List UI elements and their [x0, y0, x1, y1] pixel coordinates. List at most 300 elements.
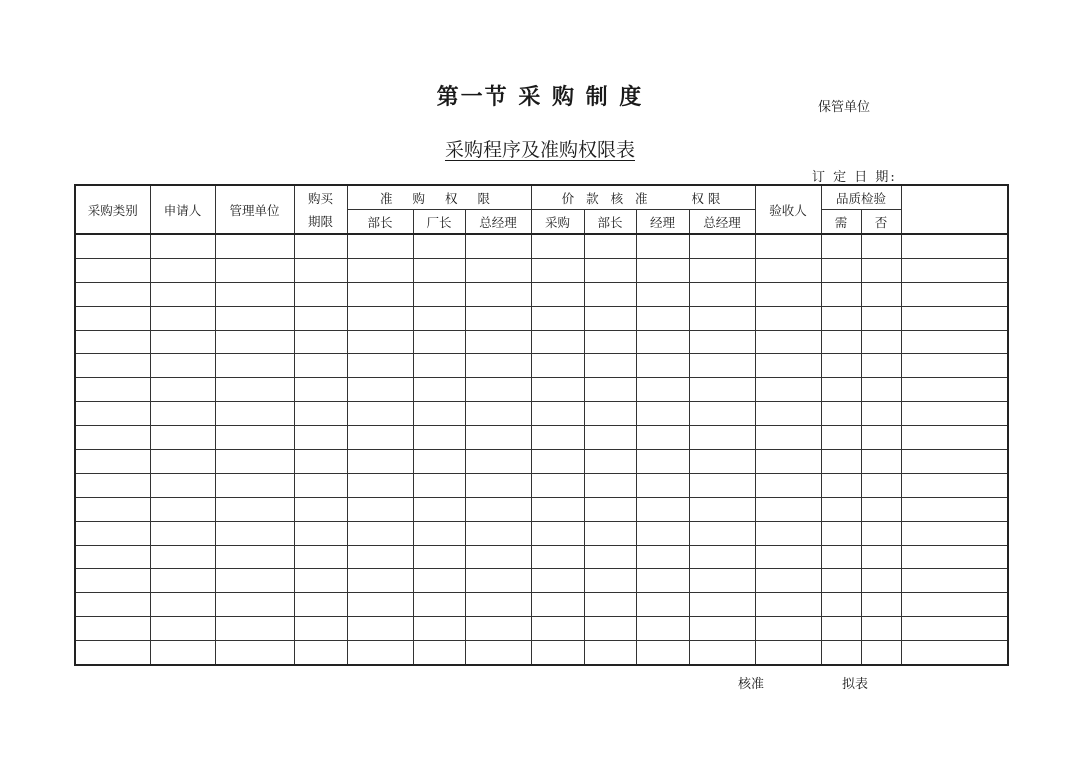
table-cell[interactable] [689, 641, 755, 665]
table-cell[interactable] [689, 497, 755, 521]
sub-quality-not-required: 否 [861, 210, 901, 235]
table-cell[interactable] [755, 473, 821, 497]
table-cell[interactable] [821, 354, 861, 378]
table-cell[interactable] [861, 258, 901, 282]
table-cell[interactable] [347, 641, 413, 665]
table-cell[interactable] [689, 282, 755, 306]
table-cell[interactable] [215, 330, 294, 354]
table-cell[interactable] [901, 521, 1008, 545]
table-cell[interactable] [465, 497, 531, 521]
header-purchase-period-top: 购买 [294, 185, 347, 210]
table-cell[interactable] [413, 521, 465, 545]
table-cell[interactable] [215, 497, 294, 521]
table-cell[interactable] [294, 641, 347, 665]
table-cell[interactable] [75, 641, 150, 665]
table-cell[interactable] [150, 450, 215, 474]
table-cell[interactable] [689, 354, 755, 378]
table-cell[interactable] [636, 306, 689, 330]
table-cell[interactable] [465, 521, 531, 545]
table-row [75, 450, 1008, 474]
table-cell[interactable] [531, 473, 584, 497]
table-cell[interactable] [901, 593, 1008, 617]
table-cell[interactable] [584, 354, 636, 378]
table-cell[interactable] [150, 545, 215, 569]
table-cell[interactable] [584, 593, 636, 617]
table-cell[interactable] [150, 473, 215, 497]
table-cell[interactable] [584, 402, 636, 426]
table-cell[interactable] [821, 473, 861, 497]
table-cell[interactable] [413, 497, 465, 521]
table-cell[interactable] [755, 450, 821, 474]
table-cell[interactable] [531, 306, 584, 330]
table-cell[interactable] [150, 641, 215, 665]
table-cell[interactable] [531, 258, 584, 282]
table-cell[interactable] [531, 497, 584, 521]
table-cell[interactable] [689, 569, 755, 593]
table-cell[interactable] [413, 282, 465, 306]
table-cell[interactable] [347, 282, 413, 306]
table-cell[interactable] [347, 402, 413, 426]
table-cell[interactable] [636, 641, 689, 665]
table-cell[interactable] [689, 545, 755, 569]
table-row [75, 330, 1008, 354]
table-cell[interactable] [413, 234, 465, 258]
table-cell[interactable] [584, 330, 636, 354]
table-cell[interactable] [636, 593, 689, 617]
table-cell[interactable] [636, 497, 689, 521]
table-cell[interactable] [347, 306, 413, 330]
table-cell[interactable] [294, 354, 347, 378]
table-cell[interactable] [755, 641, 821, 665]
table-cell[interactable] [531, 282, 584, 306]
table-cell[interactable] [347, 545, 413, 569]
table-cell[interactable] [294, 473, 347, 497]
table-cell[interactable] [75, 282, 150, 306]
table-cell[interactable] [294, 258, 347, 282]
table-cell[interactable] [689, 258, 755, 282]
table-cell[interactable] [75, 234, 150, 258]
table-cell[interactable] [584, 306, 636, 330]
table-cell[interactable] [755, 545, 821, 569]
table-cell[interactable] [215, 473, 294, 497]
table-cell[interactable] [821, 378, 861, 402]
table-cell[interactable] [413, 450, 465, 474]
table-cell[interactable] [901, 258, 1008, 282]
table-cell[interactable] [901, 354, 1008, 378]
table-cell[interactable] [294, 521, 347, 545]
table-cell[interactable] [584, 641, 636, 665]
table-cell[interactable] [347, 330, 413, 354]
table-row [75, 569, 1008, 593]
table-cell[interactable] [821, 282, 861, 306]
table-cell[interactable] [150, 593, 215, 617]
table-cell[interactable] [636, 426, 689, 450]
table-cell[interactable] [531, 545, 584, 569]
table-cell[interactable] [294, 378, 347, 402]
table-cell[interactable] [150, 497, 215, 521]
prepare-label: 拟表 [842, 677, 869, 692]
table-cell[interactable] [901, 545, 1008, 569]
table-cell[interactable] [150, 402, 215, 426]
table-cell[interactable] [689, 617, 755, 641]
table-cell[interactable] [215, 593, 294, 617]
table-cell[interactable] [901, 617, 1008, 641]
table-cell[interactable] [861, 306, 901, 330]
table-cell[interactable] [531, 569, 584, 593]
table-cell[interactable] [347, 617, 413, 641]
table-cell[interactable] [347, 378, 413, 402]
table-cell[interactable] [821, 497, 861, 521]
table-cell[interactable] [413, 641, 465, 665]
table-row [75, 545, 1008, 569]
table-cell[interactable] [465, 354, 531, 378]
table-cell[interactable] [901, 378, 1008, 402]
table-cell[interactable] [755, 234, 821, 258]
table-cell[interactable] [689, 521, 755, 545]
table-row [75, 593, 1008, 617]
table-cell[interactable] [584, 497, 636, 521]
keeper-unit-label: 保管单位 [818, 100, 871, 115]
table-cell[interactable] [215, 282, 294, 306]
table-cell[interactable] [861, 569, 901, 593]
table-cell[interactable] [901, 306, 1008, 330]
table-cell[interactable] [150, 569, 215, 593]
table-cell[interactable] [755, 354, 821, 378]
table-cell[interactable] [150, 234, 215, 258]
page-title: 第一节 采 购 制 度 [436, 85, 644, 110]
table-cell[interactable] [347, 354, 413, 378]
approve-label: 核准 [738, 677, 765, 692]
header-quality-inspection: 品质检验 [821, 185, 901, 210]
table-cell[interactable] [150, 282, 215, 306]
table-cell[interactable] [150, 426, 215, 450]
sub-quality-required: 需 [821, 210, 861, 235]
table-cell[interactable] [689, 450, 755, 474]
table-cell[interactable] [755, 378, 821, 402]
table-cell[interactable] [215, 545, 294, 569]
table-cell[interactable] [347, 258, 413, 282]
table-cell[interactable] [755, 497, 821, 521]
table-cell[interactable] [901, 641, 1008, 665]
table-cell[interactable] [75, 521, 150, 545]
table-cell[interactable] [465, 282, 531, 306]
table-cell[interactable] [465, 402, 531, 426]
table-cell[interactable] [465, 641, 531, 665]
table-cell[interactable] [294, 234, 347, 258]
table-cell[interactable] [689, 593, 755, 617]
table-cell[interactable] [755, 426, 821, 450]
table-cell[interactable] [215, 426, 294, 450]
table-cell[interactable] [75, 306, 150, 330]
table-cell[interactable] [465, 258, 531, 282]
table-row [75, 617, 1008, 641]
header-management-unit: 管理单位 [215, 185, 294, 234]
table-cell[interactable] [465, 545, 531, 569]
table-cell[interactable] [636, 402, 689, 426]
table-cell[interactable] [821, 641, 861, 665]
table-cell[interactable] [294, 545, 347, 569]
header-category: 采购类别 [75, 185, 150, 234]
table-cell[interactable] [584, 282, 636, 306]
table-cell[interactable] [689, 306, 755, 330]
table-cell[interactable] [689, 330, 755, 354]
table-cell[interactable] [294, 617, 347, 641]
table-cell[interactable] [689, 378, 755, 402]
table-cell[interactable] [861, 234, 901, 258]
table-cell[interactable] [465, 473, 531, 497]
header-price-approval: 价 款 核 准 权限 [531, 185, 755, 210]
table-cell[interactable] [636, 617, 689, 641]
table-cell[interactable] [821, 569, 861, 593]
table-cell[interactable] [215, 306, 294, 330]
table-cell[interactable] [347, 426, 413, 450]
table-cell[interactable] [294, 330, 347, 354]
table-cell[interactable] [215, 402, 294, 426]
table-cell[interactable] [150, 617, 215, 641]
table-cell[interactable] [413, 545, 465, 569]
table-cell[interactable] [861, 473, 901, 497]
table-cell[interactable] [821, 330, 861, 354]
table-cell[interactable] [347, 473, 413, 497]
table-title-text: 采购程序及准购权限表 [444, 139, 635, 161]
table-cell[interactable] [294, 282, 347, 306]
table-cell[interactable] [755, 569, 821, 593]
table-cell[interactable] [531, 234, 584, 258]
table-cell[interactable] [584, 545, 636, 569]
table-cell[interactable] [636, 569, 689, 593]
table-cell[interactable] [294, 402, 347, 426]
table-cell[interactable] [75, 354, 150, 378]
table-cell[interactable] [821, 402, 861, 426]
table-cell[interactable] [75, 426, 150, 450]
table-cell[interactable] [347, 450, 413, 474]
table-cell[interactable] [861, 402, 901, 426]
table-cell[interactable] [636, 258, 689, 282]
table-cell[interactable] [150, 378, 215, 402]
table-cell[interactable] [861, 641, 901, 665]
table-cell[interactable] [901, 402, 1008, 426]
table-row [75, 641, 1008, 665]
table-cell[interactable] [584, 378, 636, 402]
table-cell[interactable] [347, 521, 413, 545]
table-cell[interactable] [636, 545, 689, 569]
table-cell[interactable] [294, 426, 347, 450]
table-cell[interactable] [636, 354, 689, 378]
table-cell[interactable] [636, 521, 689, 545]
table-cell[interactable] [150, 258, 215, 282]
table-cell[interactable] [636, 234, 689, 258]
table-cell[interactable] [531, 354, 584, 378]
table-cell[interactable] [150, 354, 215, 378]
table-cell[interactable] [215, 521, 294, 545]
table-cell[interactable] [901, 330, 1008, 354]
table-cell[interactable] [215, 234, 294, 258]
table-cell[interactable] [413, 426, 465, 450]
table-cell[interactable] [75, 378, 150, 402]
table-cell[interactable] [465, 378, 531, 402]
table-cell[interactable] [465, 617, 531, 641]
table-cell[interactable] [531, 378, 584, 402]
table-cell[interactable] [294, 450, 347, 474]
table-cell[interactable] [465, 426, 531, 450]
table-cell[interactable] [75, 402, 150, 426]
table-cell[interactable] [584, 569, 636, 593]
table-cell[interactable] [215, 617, 294, 641]
table-cell[interactable] [901, 473, 1008, 497]
table-cell[interactable] [821, 450, 861, 474]
table-row [75, 473, 1008, 497]
table-cell[interactable] [413, 306, 465, 330]
table-row [75, 258, 1008, 282]
table-cell[interactable] [347, 497, 413, 521]
table-cell[interactable] [584, 258, 636, 282]
table-cell[interactable] [215, 258, 294, 282]
table-cell[interactable] [901, 282, 1008, 306]
table-cell[interactable] [755, 521, 821, 545]
table-cell[interactable] [861, 354, 901, 378]
table-cell[interactable] [755, 330, 821, 354]
table-cell[interactable] [465, 306, 531, 330]
table-cell[interactable] [689, 426, 755, 450]
table-cell[interactable] [821, 306, 861, 330]
table-cell[interactable] [150, 330, 215, 354]
table-cell[interactable] [901, 450, 1008, 474]
table-cell[interactable] [465, 450, 531, 474]
table-row [75, 497, 1008, 521]
table-row [75, 354, 1008, 378]
table-cell[interactable] [465, 569, 531, 593]
table-cell[interactable] [75, 545, 150, 569]
procurement-authority-table [74, 184, 1009, 666]
table-cell[interactable] [636, 378, 689, 402]
table-cell[interactable] [150, 521, 215, 545]
table-cell[interactable] [413, 617, 465, 641]
table-cell[interactable] [755, 258, 821, 282]
table-cell[interactable] [636, 450, 689, 474]
table-cell[interactable] [75, 330, 150, 354]
table-cell[interactable] [861, 450, 901, 474]
table-cell[interactable] [413, 378, 465, 402]
table-cell[interactable] [413, 258, 465, 282]
table-cell[interactable] [413, 593, 465, 617]
table-cell[interactable] [689, 473, 755, 497]
table-cell[interactable] [861, 545, 901, 569]
table-cell[interactable] [413, 473, 465, 497]
header-receiver: 验收人 [755, 185, 821, 234]
table-cell[interactable] [215, 450, 294, 474]
table-cell[interactable] [861, 330, 901, 354]
table-cell[interactable] [689, 402, 755, 426]
table-cell[interactable] [75, 497, 150, 521]
table-cell[interactable] [901, 426, 1008, 450]
sub-price-minister: 部长 [584, 210, 636, 235]
table-cell[interactable] [413, 330, 465, 354]
table-cell[interactable] [755, 306, 821, 330]
table-cell[interactable] [531, 641, 584, 665]
table-cell[interactable] [465, 234, 531, 258]
table-cell[interactable] [584, 521, 636, 545]
table-cell[interactable] [821, 234, 861, 258]
table-cell[interactable] [755, 402, 821, 426]
table-cell[interactable] [75, 617, 150, 641]
table-cell[interactable] [755, 617, 821, 641]
table-cell[interactable] [75, 593, 150, 617]
table-cell[interactable] [294, 593, 347, 617]
table-cell[interactable] [413, 569, 465, 593]
table-cell[interactable] [584, 450, 636, 474]
table-cell[interactable] [215, 641, 294, 665]
table-cell[interactable] [821, 593, 861, 617]
table-cell[interactable] [636, 473, 689, 497]
table-cell[interactable] [215, 378, 294, 402]
table-cell[interactable] [215, 569, 294, 593]
table-cell[interactable] [821, 426, 861, 450]
table-cell[interactable] [413, 402, 465, 426]
table-cell[interactable] [755, 593, 821, 617]
table-cell[interactable] [294, 497, 347, 521]
table-cell[interactable] [531, 593, 584, 617]
table-cell[interactable] [75, 473, 150, 497]
table-cell[interactable] [531, 450, 584, 474]
table-cell[interactable] [465, 330, 531, 354]
table-cell[interactable] [531, 617, 584, 641]
table-cell[interactable] [75, 258, 150, 282]
table-cell[interactable] [901, 234, 1008, 258]
table-cell[interactable] [75, 450, 150, 474]
table-cell[interactable] [755, 282, 821, 306]
header-applicant: 申请人 [150, 185, 215, 234]
table-cell[interactable] [584, 473, 636, 497]
table-cell[interactable] [861, 378, 901, 402]
table-cell[interactable] [465, 593, 531, 617]
table-cell[interactable] [584, 426, 636, 450]
table-cell[interactable] [531, 426, 584, 450]
table-cell[interactable] [531, 402, 584, 426]
table-cell[interactable] [584, 617, 636, 641]
table-cell[interactable] [294, 569, 347, 593]
table-cell[interactable] [821, 617, 861, 641]
table-cell[interactable] [861, 617, 901, 641]
table-cell[interactable] [347, 569, 413, 593]
table-cell[interactable] [861, 426, 901, 450]
table-cell[interactable] [531, 330, 584, 354]
table-cell[interactable] [636, 330, 689, 354]
table-cell[interactable] [861, 521, 901, 545]
table-cell[interactable] [901, 497, 1008, 521]
table-cell[interactable] [689, 234, 755, 258]
table-row [75, 402, 1008, 426]
table-cell[interactable] [347, 234, 413, 258]
table-row [75, 234, 1008, 258]
table-cell[interactable] [901, 569, 1008, 593]
table-cell[interactable] [821, 545, 861, 569]
sub-price-purchasing: 采购 [531, 210, 584, 235]
table-cell[interactable] [531, 521, 584, 545]
table-cell[interactable] [821, 258, 861, 282]
table-cell[interactable] [347, 593, 413, 617]
table-cell[interactable] [413, 354, 465, 378]
table-cell[interactable] [861, 282, 901, 306]
table-cell[interactable] [861, 497, 901, 521]
table-cell[interactable] [636, 282, 689, 306]
table-cell[interactable] [294, 306, 347, 330]
table-cell[interactable] [821, 521, 861, 545]
table-cell[interactable] [75, 569, 150, 593]
table-cell[interactable] [215, 354, 294, 378]
table-cell[interactable] [584, 234, 636, 258]
table-cell[interactable] [150, 306, 215, 330]
table-cell[interactable] [861, 593, 901, 617]
